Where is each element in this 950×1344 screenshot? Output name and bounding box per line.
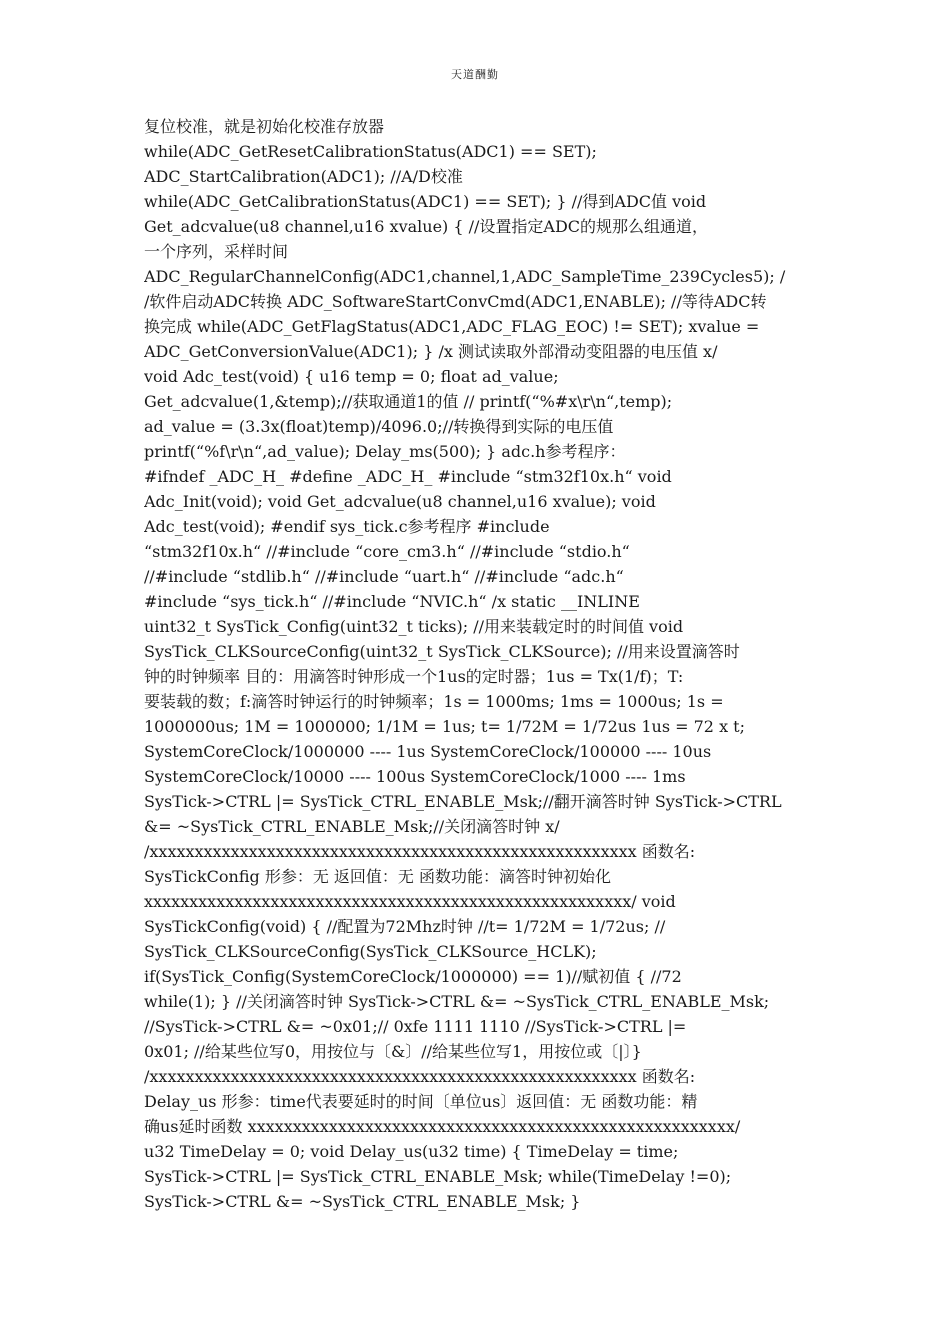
text-line: 1000000us; 1M = 1000000; 1/1M = 1us; t= 1/72M = 1/72us 1us = 72 x t; [144,717,745,736]
text-line: SysTick_CLKSourceConfig(uint32_t SysTick_CLKSource); //用来设置滴答时 [144,642,740,661]
text-line: printf(“%f\r\n“,ad_value); Delay_ms(500); } adc.h参考程序： [144,442,626,461]
text-line: 一个序列，采样时间 [144,242,289,261]
text-line: 钟的时钟频率 目的：用滴答时钟形成一个1us的定时器；1us = Tx(1/f)；T: [144,667,684,686]
text-line: while(ADC_GetCalibrationStatus(ADC1) == SET); } //得到ADC值 void [144,192,707,211]
text-line: Get_adcvalue(1,&temp);//获取通道1的值 // printf(“%#x\r\n“,temp); [144,392,673,411]
page-header: 天道酬勤 [451,68,499,81]
text-line: SysTick->CTRL &= ~SysTick_CTRL_ENABLE_Msk; } [144,1192,581,1211]
text-line: Get_adcvalue(u8 channel,u16 xvalue) { //设置指定ADC的规那么组通道， [144,217,709,236]
text-line: //#include “stdlib.h“ //#include “uart.h“ //#include “adc.h“ [144,567,624,586]
text-line: ADC_RegularChannelConfig(ADC1,channel,1,ADC_SampleTime_239Cycles5); / [144,267,786,286]
text-line: uint32_t SysTick_Config(uint32_t ticks); //用来装载定时的时间值 void [144,617,684,636]
text-line: ADC_GetConversionValue(ADC1); } /x 测试读取外部滑动变阻器的电压值 x/ [144,342,718,361]
text-line: if(SysTick_Config(SystemCoreClock/1000000) == 1)//赋初值 { //72 [144,967,682,986]
text-line: while(1); } //关闭滴答时钟 SysTick->CTRL &= ~SysTick_CTRL_ENABLE_Msk; [144,992,770,1011]
text-line: xxxxxxxxxxxxxxxxxxxxxxxxxxxxxxxxxxxxxxxxxxxxxxxxxxxxxx/ void [144,892,676,911]
text-line: SysTickConfig 形参：无 返回值：无 函数功能：滴答时钟初始化 [144,867,612,886]
text-line: #ifndef _ADC_H_ #define _ADC_H_ #include “stm32f10x.h“ void [144,467,672,486]
text-line: Adc_test(void); #endif sys_tick.c参考程序 #include [144,517,550,536]
text-line: “stm32f10x.h“ //#include “core_cm3.h“ //#include “stdio.h“ [144,542,630,561]
text-line: SysTickConfig(void) { //配置为72Mhz时钟 //t= 1/72M = 1/72us; // [144,917,666,936]
text-line: ADC_StartCalibration(ADC1); //A/D校准 [144,167,463,186]
text-line: /xxxxxxxxxxxxxxxxxxxxxxxxxxxxxxxxxxxxxxxxxxxxxxxxxxxxxx 函数名: [144,1067,696,1086]
text-line: SysTick->CTRL |= SysTick_CTRL_ENABLE_Msk; while(TimeDelay !=0); [144,1167,732,1186]
text-line: SystemCoreClock/1000000 ---- 1us SystemCoreClock/100000 ---- 10us [144,742,712,761]
text-line: 确us延时函数 xxxxxxxxxxxxxxxxxxxxxxxxxxxxxxxxxxxxxxxxxxxxxxxxxxxxxx/ [144,1117,741,1136]
text-line: Delay_us 形参：time代表要延时的时间〔单位us〕返回值：无 函数功能：精 [144,1092,698,1111]
text-line: #include “sys_tick.h“ //#include “NVIC.h“ /x static __INLINE [144,592,640,611]
text-line: while(ADC_GetResetCalibrationStatus(ADC1) == SET); [144,142,597,161]
text-line: 换完成 while(ADC_GetFlagStatus(ADC1,ADC_FLAG_EOC) != SET); xvalue = [144,317,760,336]
text-line: 要装载的数；f:滴答时钟运行的时钟频率；1s = 1000ms; 1ms = 1000us; 1s = [144,692,724,711]
text-line: SysTick_CLKSourceConfig(SysTick_CLKSource_HCLK); [144,942,597,961]
text-line: u32 TimeDelay = 0; void Delay_us(u32 time) { TimeDelay = time; [144,1142,679,1161]
text-line: SysTick->CTRL |= SysTick_CTRL_ENABLE_Msk;//翻开滴答时钟 SysTick->CTRL [144,792,782,811]
text-line: /软件启动ADC转换 ADC_SoftwareStartConvCmd(ADC1,ENABLE); //等待ADC转 [144,292,767,311]
text-line: SystemCoreClock/10000 ---- 100us SystemCoreClock/1000 ---- 1ms [144,767,686,786]
text-line: Adc_Init(void); void Get_adcvalue(u8 channel,u16 xvalue); void [144,492,656,511]
text-line: void Adc_test(void) { u16 temp = 0; float ad_value; [144,367,559,386]
text-line: 复位校准，就是初始化校准存放器 [144,117,385,136]
text-line: //SysTick->CTRL &= ~0x01;// 0xfe 1111 1110 //SysTick->CTRL |= [144,1017,687,1036]
document-body [144,114,824,1214]
text-line: ad_value = (3.3x(float)temp)/4096.0;//转换得到实际的电压值 [144,417,614,436]
text-line: &= ~SysTick_CTRL_ENABLE_Msk;//关闭滴答时钟 x/ [144,817,560,836]
text-line: 0x01; //给某些位写0，用按位与〔&〕//给某些位写1，用按位或〔|〕} [144,1042,642,1061]
text-line: /xxxxxxxxxxxxxxxxxxxxxxxxxxxxxxxxxxxxxxxxxxxxxxxxxxxxxx 函数名: [144,842,696,861]
